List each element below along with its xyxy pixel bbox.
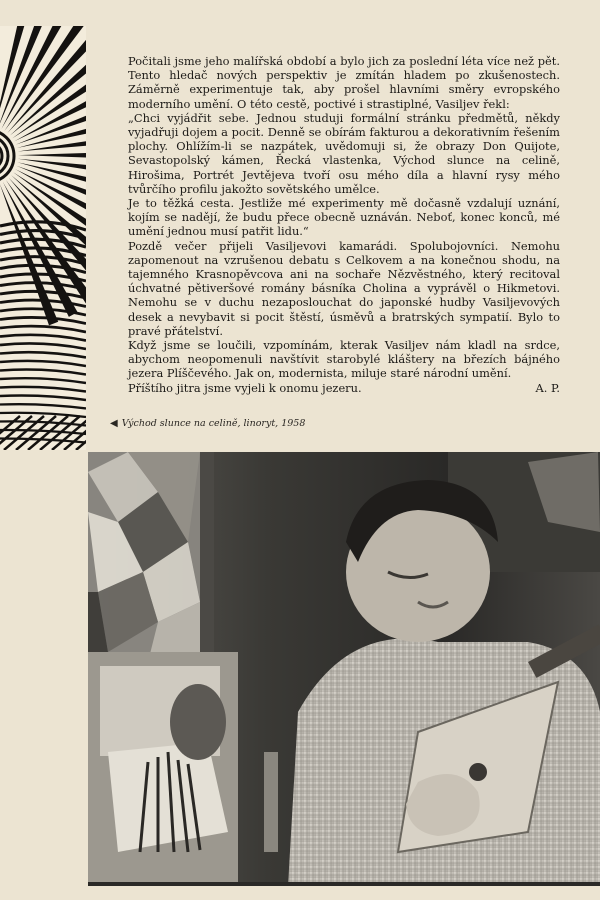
artist-photograph [88, 452, 600, 886]
article-quote-paragraph: „Chci vyjádřit sebe. Jednou studuji formální stránku předmětů, někdy vyjadřuji dojem a pocit. Denně se obírám fakturou a dekorativním řešením plochy. Ohlížím-li se nazpátek, uvědomuji si, že obrazy Don Quijote, Sevastopolský kámen, Řecká vlastenka, Východ slunce na celině, Hirošima, Portrét Jevtějeva tvoří osu mého díla a hlavní rysy mého tvůrčího profilu jakožto sovětského umělce. [128, 110, 560, 196]
article-paragraph: Je to těžká cesta. Jestliže mé experimenty mě dočasně vzdalují uznání, kojím se nadějí, že budu přece obecně uznáván. Neboť, konec konců, mé umění jednou musí patřit lidu.“ [128, 196, 560, 239]
article-body [128, 54, 560, 395]
last-line: Příštího jitra jsme vyjeli k onomu jezeru. [128, 380, 362, 395]
closing-line [128, 381, 560, 395]
article-paragraph: Když jsme se loučili, vzpomínám, kterak Vasiljev nám kladl na srdce, abychom neopomenuli navštívit starobylé kláštery na březích bájného jezera Plíščevého. Jak on, modernista, miluje staré národní umění. [128, 338, 560, 381]
arrow-left-icon: ◀ [110, 418, 118, 429]
background-painting [88, 452, 200, 662]
article-paragraph: Pozdě večer přijeli Vasiljevovi kamarádi. Spolubojovníci. Nemohu zapomenout na vzrušenou debatu s Celkovem a na konečnou shodu, na tajemného Krasnopěvcova ani na sochaře Nězvěstného, který recitoval úchvatné pětiveršové romány básníka Cholina a vyprávěl o Hikmetovi. Nemohu se v duchu nezaposlouchat do japonské hudby Vasiljevových desek a nevybavit si pocit štěstí, úsměvů a bratrských sympatií. Bylo to pravé přátelství. [128, 238, 560, 338]
image-caption [110, 418, 305, 429]
caption-text: Východ slunce na celině, linoryt, 1958 [121, 418, 306, 429]
linocut-artwork [0, 26, 86, 450]
article-paragraph: Počitali jsme jeho malířská období a bylo jich za poslední léta více než pět. Tento hledač nových perspektiv je zmítán hladem po zkušenostech. Záměrně experimentuje tak, aby prošel hlavními směry evropského moderního umění. O této cestě, poctivé i strastiplné, Vasiljev řekl: [128, 54, 560, 111]
author-signature: A. P. [535, 380, 560, 395]
